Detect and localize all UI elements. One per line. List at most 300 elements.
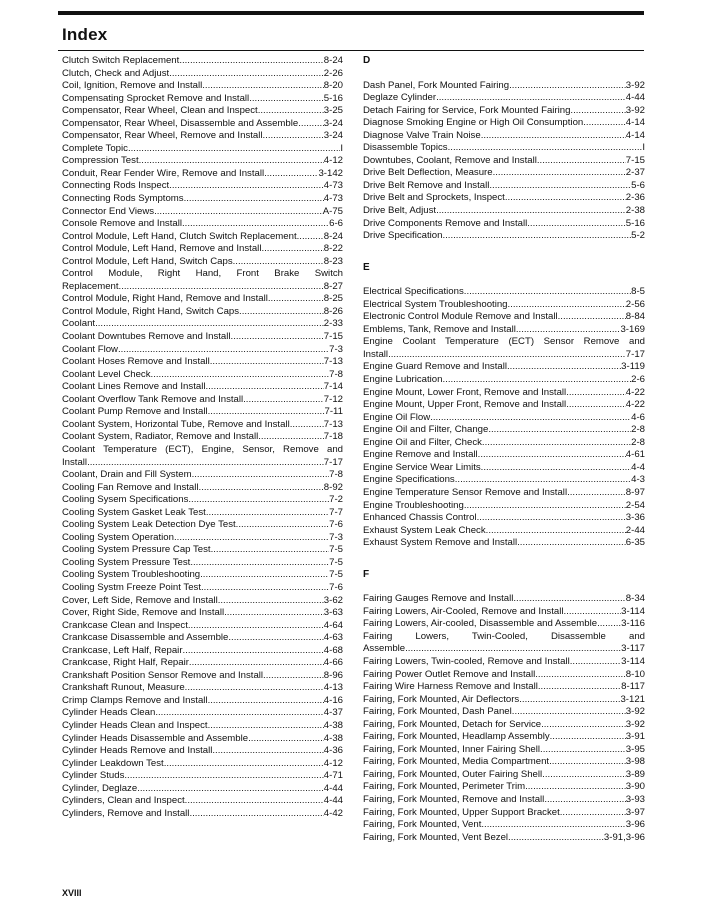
index-entry xyxy=(62,344,343,357)
index-entry-page: 3-119 xyxy=(621,361,645,373)
index-entry-text: Drive Specification xyxy=(363,230,443,242)
dot-leader xyxy=(544,794,625,807)
index-entry-text: Fairing, Fork Mounted, Upper Support Bracket xyxy=(363,806,560,818)
index-entry-text: Diagnose Valve Train Noise xyxy=(363,129,481,141)
index-entry-text: Fairing Gauges Remove and Install xyxy=(363,593,514,605)
index-entry-page: 7-3 xyxy=(329,531,343,543)
index-entry-text: Exhaust System Remove and Install xyxy=(363,537,518,549)
dot-leader xyxy=(189,657,324,670)
dot-leader xyxy=(137,783,324,796)
index-entry-text: Engine Oil and Filter, Change xyxy=(363,424,489,436)
index-entry-text: Cooling System Troubleshooting xyxy=(62,569,201,581)
index-entry xyxy=(62,482,343,495)
dot-leader xyxy=(208,406,325,419)
index-entry-page: 3-89 xyxy=(625,768,645,780)
index-entry-page: 4-61 xyxy=(625,449,645,461)
dot-leader xyxy=(290,419,324,432)
index-entry-text: Cylinders, Clean and Inspect xyxy=(62,795,185,807)
index-entry-text: Engine Coolant Temperature (ECT) Sensor Remove and xyxy=(363,336,645,348)
dot-leader xyxy=(169,180,324,193)
dot-leader xyxy=(185,682,324,695)
index-entry-page: 2-56 xyxy=(625,298,645,310)
dot-leader xyxy=(448,142,643,155)
index-entry-page: 8-97 xyxy=(625,486,645,498)
index-entry-text: Cylinder Heads Clean and Inspect xyxy=(62,719,208,731)
index-entry-text: Control Module, Right Hand, Switch Caps xyxy=(62,305,240,317)
index-entry-text: Fairing, Fork Mounted, Remove and Install xyxy=(363,793,545,805)
index-entry xyxy=(363,681,645,694)
index-entry-text: Compensator, Rear Wheel, Clean and Inspect xyxy=(62,105,258,117)
index-entry xyxy=(62,519,343,532)
index-entry-text: Fairing, Fork Mounted, Vent xyxy=(363,819,482,831)
index-entry xyxy=(62,143,343,156)
dot-leader xyxy=(537,155,626,168)
index-entry-page: 3-97 xyxy=(625,806,645,818)
index-entry-page: 3-114 xyxy=(621,605,645,617)
index-entry xyxy=(62,582,343,595)
dot-leader xyxy=(516,324,621,337)
index-entry xyxy=(62,695,343,708)
index-entry xyxy=(62,569,343,582)
index-entry xyxy=(363,832,645,845)
index-entry-text: Exhaust System Leak Check xyxy=(363,524,486,536)
index-entry-text: Compensator, Rear Wheel, Disassemble and Assemble xyxy=(62,117,299,129)
index-entry-text: Console Remove and Install xyxy=(62,218,182,230)
index-entry-page: 4-44 xyxy=(625,92,645,104)
index-entry-page: 3-114 xyxy=(621,655,645,667)
dot-leader xyxy=(189,808,323,821)
index-entry xyxy=(363,500,645,513)
page-title: Index xyxy=(62,25,108,44)
dot-leader xyxy=(538,681,621,694)
index-entry xyxy=(363,324,645,337)
dot-leader xyxy=(119,281,324,294)
dot-leader xyxy=(455,474,631,487)
index-entry xyxy=(62,682,343,695)
index-entry-text: Crimp Clamps Remove and Install xyxy=(62,694,208,706)
index-entry xyxy=(62,620,343,633)
index-entry-page: 4-73 xyxy=(323,180,343,192)
index-entry xyxy=(62,318,343,331)
dot-leader xyxy=(549,756,626,769)
index-entry xyxy=(363,669,645,682)
index-entry-text: Coolant, Drain and Fill System xyxy=(62,469,192,481)
index-entry-page: 7-18 xyxy=(323,431,343,443)
index-entry xyxy=(363,618,645,631)
section-spacer xyxy=(363,550,645,569)
index-entry-page: 8-24 xyxy=(323,230,343,242)
index-entry xyxy=(363,192,645,205)
index-entry-page: 8-23 xyxy=(323,255,343,267)
index-entry xyxy=(363,769,645,782)
index-entry-text: Coolant Pump Remove and Install xyxy=(62,406,208,418)
index-entry-page: 3-25 xyxy=(323,105,343,117)
index-entry-text: Conduit, Rear Fender Wire, Remove and Install xyxy=(62,167,265,179)
dot-leader xyxy=(525,781,626,794)
index-entry-page: 7-11 xyxy=(324,406,343,418)
section-letter-e: E xyxy=(363,261,370,273)
dot-leader xyxy=(567,487,626,500)
index-entry xyxy=(363,167,645,180)
index-entry-page: A-75 xyxy=(322,205,343,217)
index-entry-page: 4-14 xyxy=(625,129,645,141)
index-entry xyxy=(62,808,343,821)
dot-leader xyxy=(436,92,626,105)
index-entry-text: Cooling System Gasket Leak Test xyxy=(62,506,206,518)
index-entry-text: Cover, Left Side, Remove and Install xyxy=(62,594,218,606)
dot-leader xyxy=(405,643,621,656)
index-entry-text: Enhanced Chassis Control xyxy=(363,512,477,524)
index-entry-text: Cylinder Leakdown Test xyxy=(62,757,164,769)
dot-leader xyxy=(233,256,324,269)
dot-leader xyxy=(508,832,604,845)
index-entry xyxy=(62,130,343,143)
dot-leader xyxy=(489,180,631,193)
index-entry-text: Drive Belt Remove and Install xyxy=(363,179,490,191)
index-entry-text: Fairing, Fork Mounted, Outer Fairing Shell xyxy=(363,768,543,780)
index-entry-text: Coolant System, Radiator, Remove and Install xyxy=(62,431,259,443)
index-entry xyxy=(363,230,645,243)
index-entry-page: 3-92 xyxy=(625,104,645,116)
dot-leader xyxy=(201,582,329,595)
index-entry-page: 7-3 xyxy=(329,343,343,355)
index-entry-text: Fairing Wire Harness Remove and Install xyxy=(363,681,538,693)
index-entry xyxy=(62,770,343,783)
index-entry xyxy=(62,469,343,482)
index-entry-page: 4-73 xyxy=(323,193,343,205)
index-entry xyxy=(62,507,343,520)
index-entry-text: Disassemble Topics xyxy=(363,142,448,154)
dot-leader xyxy=(128,143,340,156)
dot-leader xyxy=(540,744,626,757)
dot-leader xyxy=(570,105,625,118)
dot-leader xyxy=(527,218,626,231)
index-entry xyxy=(62,557,343,570)
dot-leader xyxy=(493,167,626,180)
index-entry-text: Clutch Switch Replacement xyxy=(62,55,180,66)
index-entry-page: 3-98 xyxy=(625,756,645,768)
dot-leader xyxy=(118,344,329,357)
index-entry-text: Coil, Ignition, Remove and Install xyxy=(62,80,203,92)
dot-leader xyxy=(212,745,323,758)
index-entry-text: Engine Specifications xyxy=(363,474,455,486)
index-entry xyxy=(363,399,645,412)
title-rule xyxy=(58,50,644,51)
index-entry-text: Downtubes, Coolant, Remove and Install xyxy=(363,154,537,166)
dot-leader xyxy=(542,769,626,782)
index-entry xyxy=(363,462,645,475)
dot-leader xyxy=(464,500,626,513)
dot-leader xyxy=(154,206,323,219)
index-entry-page: 3-92 xyxy=(625,79,645,91)
index-entry-text: Coolant Temperature (ECT), Engine, Sensor, Remove and xyxy=(62,443,343,455)
dot-leader xyxy=(258,431,324,444)
dot-leader xyxy=(477,512,626,525)
dot-leader xyxy=(182,218,329,231)
index-entry xyxy=(363,474,645,487)
index-entry xyxy=(363,512,645,525)
index-entry-page: 3-169 xyxy=(620,323,645,335)
index-entry-text: Drive Components Remove and Install xyxy=(363,217,528,229)
dot-leader xyxy=(210,356,324,369)
index-entry xyxy=(363,694,645,707)
dot-leader xyxy=(298,118,324,131)
index-entry-text: Control Module, Left Hand, Remove and Install xyxy=(62,243,262,255)
index-entry xyxy=(62,532,343,545)
index-entry-text: Cooling System Pressure Cap Test xyxy=(62,544,211,556)
dot-leader xyxy=(224,607,324,620)
index-entry-text: Cooling Systm Freeze Point Test xyxy=(62,581,201,593)
index-entry xyxy=(62,494,343,507)
index-entry-page: 7-2 xyxy=(329,494,343,506)
dot-leader xyxy=(505,192,626,205)
dot-leader xyxy=(151,369,330,382)
index-entry-text: Fairing, Fork Mounted, Detach for Service xyxy=(363,718,542,730)
index-entry-text: Engine Oil and Filter, Check xyxy=(363,436,482,448)
index-entry-continuation xyxy=(363,349,645,362)
index-entry-text: Cylinder Studs xyxy=(62,770,125,782)
index-entry-page: 2-36 xyxy=(625,192,645,204)
dot-leader xyxy=(169,68,324,81)
dot-leader xyxy=(583,117,626,130)
index-entry-text: Complete Topic xyxy=(62,142,128,154)
dot-leader xyxy=(202,80,324,93)
index-entry-page: 3-117 xyxy=(621,643,645,655)
dot-leader xyxy=(184,193,324,206)
index-entry xyxy=(62,595,343,608)
index-entry-page: 8-20 xyxy=(323,80,343,92)
index-entry xyxy=(363,130,645,143)
index-entry xyxy=(62,657,343,670)
dot-leader xyxy=(174,532,329,545)
index-entry xyxy=(62,55,343,68)
section-spacer xyxy=(363,243,645,262)
index-entry-text-cont: Install xyxy=(363,348,389,360)
index-entry-page: 4-22 xyxy=(625,399,645,411)
index-entry-text: Compensating Sprocket Remove and Install xyxy=(62,92,250,104)
index-entry-page: 4-37 xyxy=(323,707,343,719)
index-entry-text: Fairing, Fork Mounted, Air Deflectors xyxy=(363,693,520,705)
index-entry-text: Fairing Lowers, Twin-cooled, Remove and Install xyxy=(363,655,570,667)
index-entry-text: Cylinders, Remove and Install xyxy=(62,807,190,819)
dot-leader xyxy=(179,55,323,68)
index-entry xyxy=(62,168,343,181)
dot-leader xyxy=(481,462,631,475)
index-entry-page: 6-35 xyxy=(625,537,645,549)
index-entry-page: 4-44 xyxy=(323,782,343,794)
index-entry-page: I xyxy=(340,142,343,154)
index-entry-page: 8-24 xyxy=(323,55,343,66)
dot-leader xyxy=(481,130,626,143)
index-entry-page: 6-6 xyxy=(329,218,343,230)
index-entry-page: 4-6 xyxy=(631,411,645,423)
section-spacer xyxy=(363,274,645,286)
index-entry-page: 2-44 xyxy=(625,524,645,536)
index-entry-text: Cooling System Leak Detection Dye Test xyxy=(62,519,236,531)
index-entry-page: 7-8 xyxy=(329,368,343,380)
dot-leader xyxy=(268,293,324,306)
index-entry xyxy=(62,783,343,796)
index-entry xyxy=(62,670,343,683)
index-entry-page: 8-25 xyxy=(323,293,343,305)
dot-leader xyxy=(190,557,329,570)
index-entry-page: 7-17 xyxy=(323,456,343,468)
index-entry xyxy=(62,243,343,256)
index-entry-text: Engine Guard Remove and Install xyxy=(363,361,507,373)
dot-leader xyxy=(541,719,626,732)
index-entry-page: 2-33 xyxy=(323,318,343,330)
dot-leader xyxy=(211,544,330,557)
index-entry xyxy=(363,105,645,118)
dot-leader xyxy=(570,656,621,669)
index-entry xyxy=(363,744,645,757)
index-entry-text: Engine Mount, Upper Front, Remove and Install xyxy=(363,399,567,411)
dot-leader xyxy=(205,381,323,394)
index-entry xyxy=(62,406,343,419)
dot-leader xyxy=(517,537,626,550)
index-entry xyxy=(363,387,645,400)
index-entry-page: 2-8 xyxy=(631,436,645,448)
index-entry-page: 2-54 xyxy=(625,499,645,511)
index-entry-text: Fairing Lowers, Air-cooled, Disassemble and Assemble xyxy=(363,618,598,630)
index-entry xyxy=(62,180,343,193)
dot-leader xyxy=(192,469,330,482)
index-entry-text: Electrical System Troubleshooting xyxy=(363,298,508,310)
index-entry xyxy=(62,118,343,131)
index-entry-page: 5-16 xyxy=(625,217,645,229)
index-entry-page: 3-24 xyxy=(323,130,343,142)
index-column-left xyxy=(62,55,343,820)
index-entry-page: 7-17 xyxy=(625,348,645,360)
index-entry-page: 8-5 xyxy=(631,286,645,298)
index-entry xyxy=(62,381,343,394)
index-entry-page: 7-13 xyxy=(323,356,343,368)
dot-leader xyxy=(249,93,324,106)
index-entry-text: Coolant Hoses Remove and Install xyxy=(62,356,210,368)
index-entry-text: Diagnose Smoking Engine or High Oil Consumption xyxy=(363,117,584,129)
dot-leader xyxy=(155,707,323,720)
dot-leader xyxy=(513,593,625,606)
dot-leader xyxy=(239,306,324,319)
index-entry-page: 3-121 xyxy=(620,693,645,705)
index-entry xyxy=(363,205,645,218)
dot-leader xyxy=(509,80,626,93)
index-entry-text: Drive Belt Deflection, Measure xyxy=(363,167,493,179)
index-entry-text: Fairing, Fork Mounted, Media Compartment xyxy=(363,756,550,768)
index-entry xyxy=(363,412,645,425)
dot-leader xyxy=(199,482,324,495)
index-entry-page: 4-42 xyxy=(323,807,343,819)
index-entry xyxy=(62,206,343,219)
dot-leader xyxy=(558,311,626,324)
index-entry-page: 3-92 xyxy=(625,706,645,718)
index-entry-page: 8-10 xyxy=(625,668,645,680)
index-entry xyxy=(363,117,645,130)
index-entry-text-cont: Install xyxy=(62,456,88,468)
index-entry-page: 5-2 xyxy=(631,230,645,242)
index-entry-text: Connecting Rods Symptoms xyxy=(62,193,184,205)
index-entry xyxy=(363,606,645,619)
index-entry-text: Fairing Lowers, Twin-Cooled, Disassemble and xyxy=(363,630,645,642)
dot-leader xyxy=(200,569,329,582)
index-entry-text: Electronic Control Module Remove and Install xyxy=(363,311,558,323)
index-entry-page: 3-93 xyxy=(625,793,645,805)
index-entry-text: Engine Mount, Lower Front, Remove and Install xyxy=(363,386,567,398)
dot-leader xyxy=(388,349,626,362)
index-entry-page: 8-22 xyxy=(323,243,343,255)
index-entry xyxy=(62,733,343,746)
index-entry-text: Dash Panel, Fork Mounted Fairing xyxy=(363,79,510,91)
index-entry-text-cont: Assemble xyxy=(363,643,406,655)
index-entry-page: 3-142 xyxy=(318,167,343,179)
index-entry-text: Crankcase Disassemble and Assemble xyxy=(62,632,229,644)
index-entry xyxy=(62,369,343,382)
index-entry-page: 3-92 xyxy=(625,718,645,730)
dot-leader xyxy=(188,494,329,507)
index-entry-text: Crankshaft Position Sensor Remove and Install xyxy=(62,669,264,681)
index-entry-page: 4-38 xyxy=(323,719,343,731)
section-letter-d: D xyxy=(363,55,371,66)
index-entry xyxy=(62,93,343,106)
index-entry-page: 7-7 xyxy=(329,506,343,518)
dot-leader xyxy=(208,695,324,708)
index-entry-page: 3-62 xyxy=(323,594,343,606)
dot-leader xyxy=(482,437,631,450)
index-entry-page: 8-84 xyxy=(625,311,645,323)
index-entry xyxy=(363,424,645,437)
index-entry xyxy=(62,356,343,369)
dot-leader xyxy=(512,706,626,719)
index-entry-text: Connecting Rods Inspect xyxy=(62,180,170,192)
index-entry-page: 4-4 xyxy=(631,461,645,473)
index-entry-page: 2-37 xyxy=(625,167,645,179)
index-entry xyxy=(363,180,645,193)
index-entry xyxy=(363,449,645,462)
dot-leader xyxy=(243,394,324,407)
index-entry-text: Engine Oil Flow xyxy=(363,411,431,423)
index-entry-text: Fairing Lowers, Air-Cooled, Remove and Install xyxy=(363,605,564,617)
index-entry xyxy=(62,155,343,168)
index-entry xyxy=(62,444,343,469)
index-entry-page: 5-16 xyxy=(323,92,343,104)
index-entry-page: 4-68 xyxy=(323,644,343,656)
dot-leader xyxy=(206,507,329,520)
index-entry-text: Fairing, Fork Mounted, Vent Bezel xyxy=(363,831,509,843)
index-entry xyxy=(363,299,645,312)
index-entry-page: 3-95 xyxy=(625,743,645,755)
index-entry-text: Crankcase Clean and Inspect xyxy=(62,619,188,631)
dot-leader xyxy=(261,243,323,256)
page-number: XVIII xyxy=(62,888,82,898)
dot-leader xyxy=(258,105,324,118)
index-entry-text: Deglaze Cylinder xyxy=(363,92,437,104)
dot-leader xyxy=(228,632,323,645)
index-entry-text: Engine Lubrication xyxy=(363,374,443,386)
index-entry xyxy=(62,394,343,407)
index-entry-page: 3-91 xyxy=(625,731,645,743)
index-entry-page: 7-6 xyxy=(329,519,343,531)
index-entry xyxy=(363,286,645,299)
index-entry-text: Cooling Sysem Specifications xyxy=(62,494,189,506)
dot-leader xyxy=(488,424,631,437)
index-entry xyxy=(363,92,645,105)
dot-leader xyxy=(218,595,324,608)
index-entry xyxy=(62,795,343,808)
index-entry-text: Electrical Specifications xyxy=(363,286,464,298)
index-entry-text: Control Module, Right Hand, Remove and Install xyxy=(62,293,268,305)
index-entry-text: Engine Service Wear Limits xyxy=(363,461,481,473)
index-entry xyxy=(62,331,343,344)
